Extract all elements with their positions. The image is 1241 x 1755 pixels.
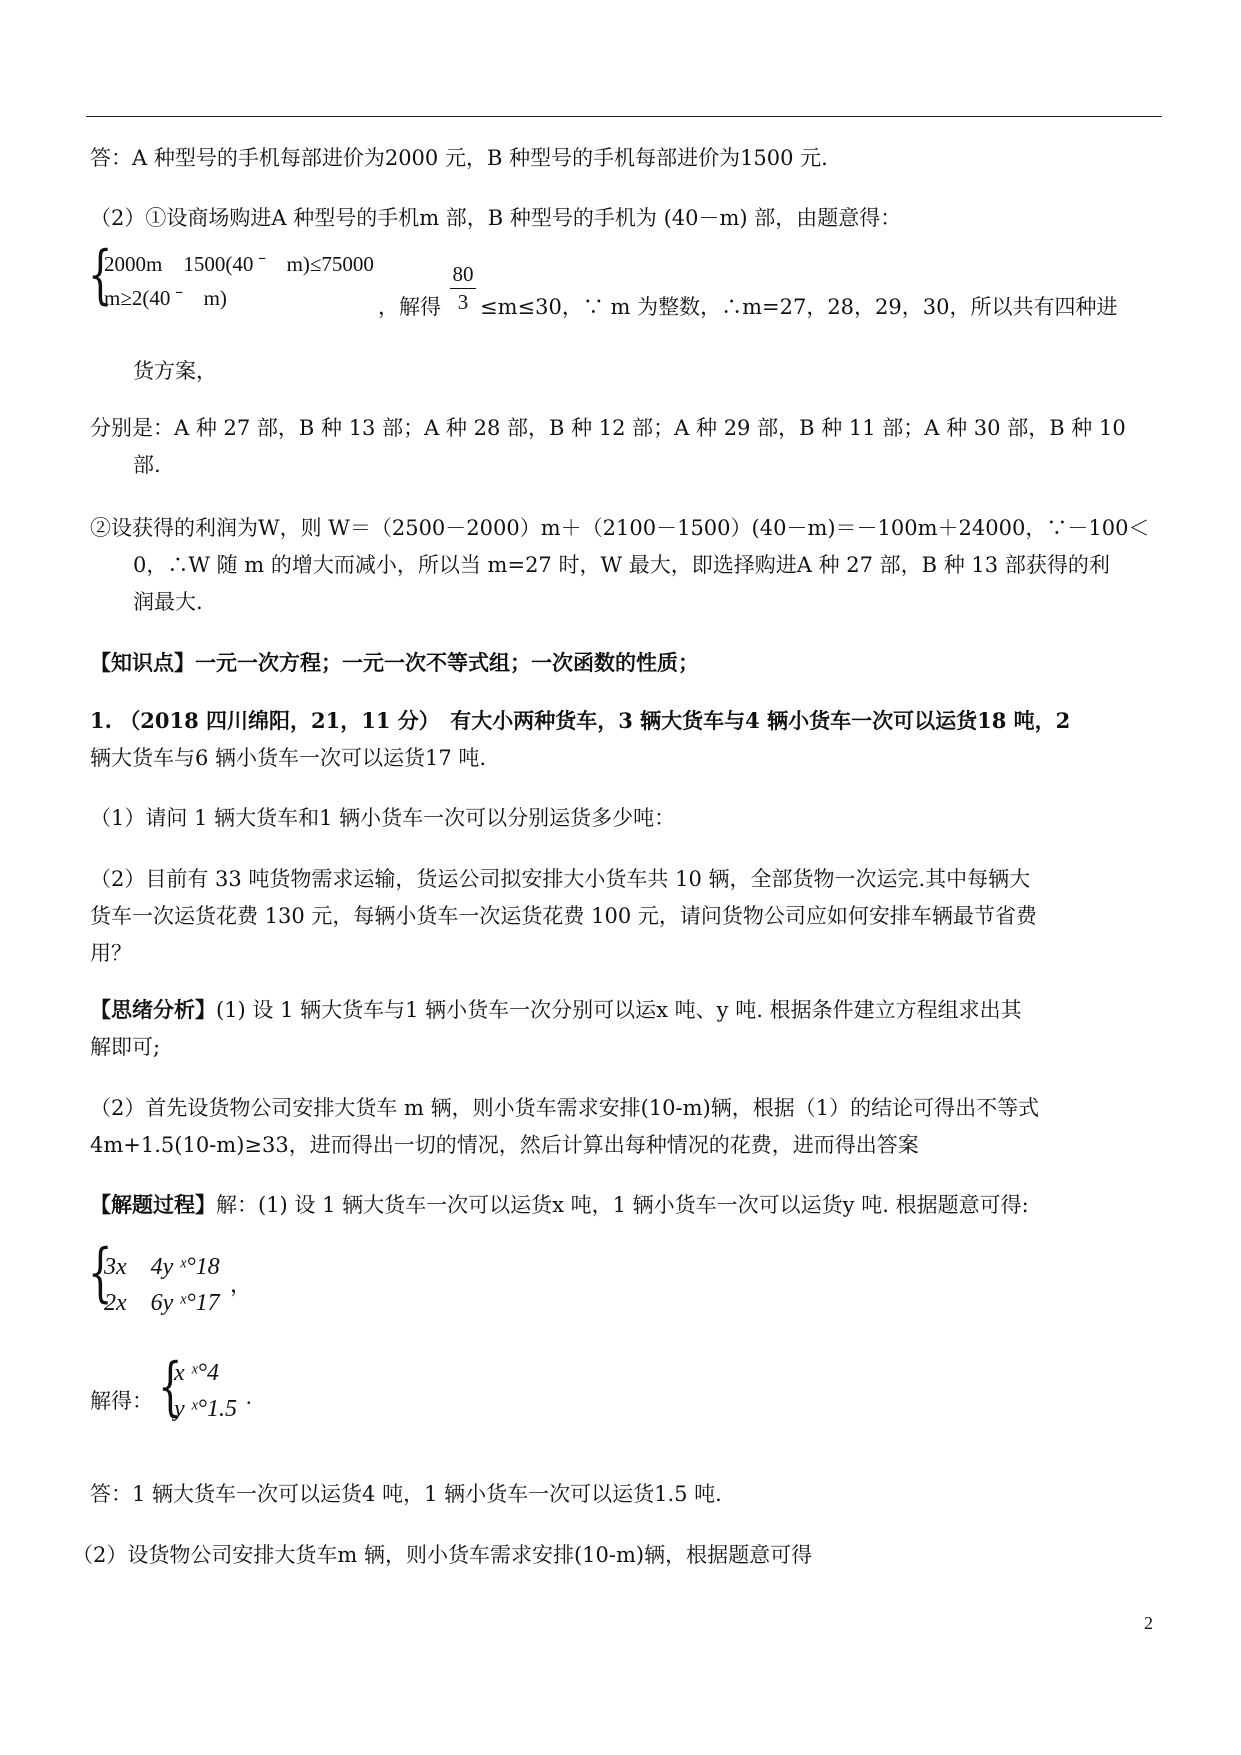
- analysis-line-3: （2）首先设货物公司安排大货车 m 辆，则小货车需求安排(10-m)辆，根据（1）的结论可得出不等式: [90, 1096, 1040, 1120]
- equation-brace-1: {: [88, 1236, 113, 1310]
- result-tail: .: [246, 1384, 252, 1409]
- question-2-line-1: （2）目前有 33 吨货物需求运输，货运公司拟安排大小货车共 10 辆，全部货物一次运完.其中每辆大: [90, 867, 1031, 891]
- profit-line-3: 润最大.: [133, 590, 203, 614]
- left-brace: {: [88, 238, 113, 312]
- plans-list-end: 部.: [133, 453, 161, 477]
- equation-1-top: 3x 4y ˣ°18: [104, 1254, 220, 1280]
- fraction-denominator: 3: [457, 290, 469, 314]
- problem-statement-2: 辆大货车与6 辆小货车一次可以运货17 吨.: [90, 746, 487, 770]
- profit-line-2: 0，∴W 随 m 的增大而减小，所以当 m=27 时，W 最大，即选择购进A 种 27 部，B 种 13 部获得的利: [133, 553, 1110, 577]
- fraction-80-3: [450, 262, 476, 315]
- page-number: 2: [1144, 1613, 1153, 1633]
- part2-setup: （2）设货物公司安排大货车m 辆，则小货车需求安排(10-m)辆，根据题意可得: [72, 1543, 813, 1567]
- answer-line-2: 答：1 辆大货车一次可以运货4 吨，1 辆小货车一次可以运货1.5 吨.: [90, 1482, 722, 1506]
- result-label: 解得：: [90, 1389, 153, 1413]
- problem-statement-1: [90, 706, 1070, 736]
- knowledge-points: 【知识点】一元一次方程；一元一次不等式组；一次函数的性质；: [90, 650, 699, 675]
- header-rule: [86, 116, 1162, 117]
- answer-line-1: 答：A 种型号的手机每部进价为2000 元，B 种型号的手机每部进价为1500 元.: [90, 146, 828, 170]
- result-x: x ˣ°4: [174, 1360, 220, 1386]
- profit-line-1: ②设获得的利润为W，则 W＝（2500－2000）m＋（2100－1500）(40－m)＝－100m＋24000，∵－100＜: [90, 516, 1150, 540]
- solution-line-1: [90, 1190, 1029, 1220]
- fraction-bar: [450, 288, 476, 289]
- equation-1-tail: ，: [230, 1272, 253, 1297]
- solution-text: 解：(1) 设 1 辆大货车一次可以运货x 吨，1 辆小货车一次可以运货y 吨. 根据题意可得:: [216, 1193, 1029, 1217]
- problem-heading: 1. （2018 四川绵阳，21，11 分） 有大小两种货车，3 辆大货车与4 辆小货车一次可以运货18 吨，2: [90, 708, 1071, 733]
- plans-list: 分别是：A 种 27 部，B 种 13 部；A 种 28 部，B 种 12 部；A 种 29 部，B 种 11 部；A 种 30 部，B 种 10: [90, 416, 1126, 440]
- analysis-text: (1) 设 1 辆大货车与1 辆小货车一次分别可以运x 吨、y 吨. 根据条件建立方程组求出其: [216, 998, 1022, 1022]
- question-1: （1）请问 1 辆大货车和1 辆小货车一次可以分别运货多少吨：: [90, 806, 676, 830]
- result-y: y ˣ°1.5: [174, 1396, 238, 1422]
- range-statement: ≤m≤30，∵ m 为整数，∴m=27，28，29，30，所以共有四种进: [480, 295, 1118, 319]
- analysis-line-4: 4m+1.5(10-m)≥33，进而得出一切的情况，然后计算出每种情况的花费，进而得出答案: [90, 1133, 919, 1157]
- inequality-top: 2000m 1500(40 ˉ m)≤75000: [104, 252, 374, 276]
- inequality-bottom: m≥2(40 ˉ m): [104, 286, 227, 310]
- solve-label: ，解得: [378, 295, 441, 319]
- fraction-numerator: 80: [452, 262, 474, 286]
- analysis-line-2: 解即可;: [90, 1035, 161, 1059]
- analysis-heading: 【思绪分析】: [90, 997, 216, 1022]
- analysis-line-1: [90, 995, 1022, 1025]
- solution-heading: 【解题过程】: [90, 1192, 216, 1217]
- question-2-line-2: 货车一次运货花费 130 元，每辆小货车一次运货花费 100 元，请问货物公司应如何安排车辆最节省费: [90, 904, 1037, 928]
- part2-intro: （2）①设商场购进A 种型号的手机m 部，B 种型号的手机为 (40－m) 部，由题意得：: [90, 206, 902, 230]
- question-2-line-3: 用？: [90, 941, 132, 965]
- equation-brace-2: {: [158, 1350, 183, 1424]
- plan-count: 货方案，: [133, 359, 217, 383]
- equation-1-bottom: 2x 6y ˣ°17: [104, 1290, 220, 1316]
